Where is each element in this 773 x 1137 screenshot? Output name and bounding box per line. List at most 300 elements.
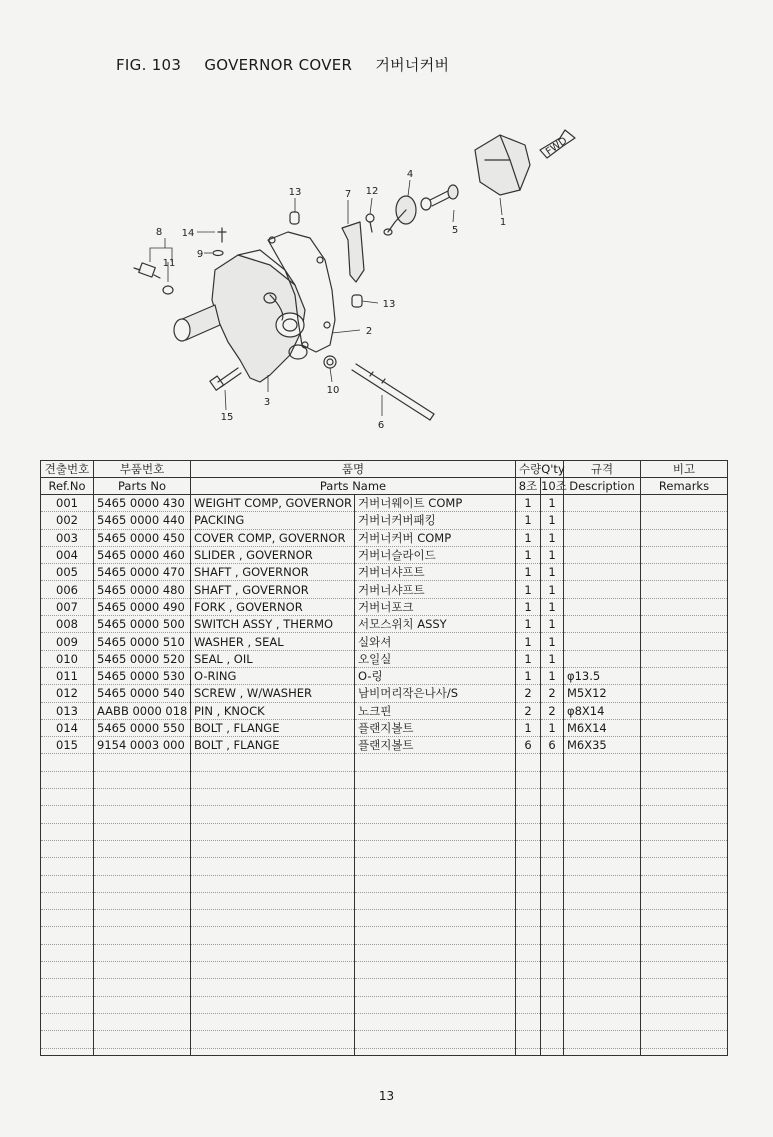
cell-spec [564,858,641,875]
cell-qty-10: 1 [541,719,564,736]
table-row [41,996,728,1013]
callout-5: 5 [451,225,459,236]
cell-ref-no [41,823,94,840]
cell-qty-8 [516,892,541,909]
cell-parts-no [94,840,191,857]
cell-parts-no: 5465 0000 530 [94,667,191,684]
table-row [41,633,728,650]
cell-name-ko: 거버너웨이트 COMP [355,495,516,512]
table-row [41,944,728,961]
cell-name-en: SHAFT , GOVERNOR [191,581,355,598]
cell-qty-8: 1 [516,650,541,667]
cell-name-ko: 오일실 [355,650,516,667]
header-parts-no-ko: 부품번호 [94,461,191,478]
cell-ref-no: 010 [41,650,94,667]
cell-name-en [191,771,355,788]
cell-name-en [191,789,355,806]
cell-spec: M5X12 [564,685,641,702]
cell-remarks [641,598,728,615]
cell-name-ko [355,944,516,961]
cell-ref-no [41,789,94,806]
cell-spec [564,979,641,996]
callout-7: 7 [344,189,352,200]
cell-remarks [641,564,728,581]
cell-qty-10: 2 [541,685,564,702]
cell-remarks [641,667,728,684]
cell-parts-no: 5465 0000 550 [94,719,191,736]
cell-remarks [641,806,728,823]
cell-remarks [641,875,728,892]
cell-remarks [641,512,728,529]
cell-parts-no: 5465 0000 540 [94,685,191,702]
cell-qty-10 [541,754,564,771]
cell-spec [564,546,641,563]
cell-remarks [641,771,728,788]
cell-parts-no: 5465 0000 500 [94,616,191,633]
cell-name-ko [355,840,516,857]
header-row-ko [41,461,728,478]
cell-remarks [641,962,728,979]
cell-remarks [641,1013,728,1030]
cell-ref-no: 005 [41,564,94,581]
cell-remarks [641,737,728,754]
weight-comp [475,135,530,195]
cell-qty-8: 1 [516,564,541,581]
cell-name-ko [355,979,516,996]
header-qty-10: 10조 [541,479,567,493]
cell-qty-10 [541,823,564,840]
cell-remarks [641,910,728,927]
cell-qty-10 [541,962,564,979]
cell-spec [564,806,641,823]
table-row [41,616,728,633]
callout-11: 11 [162,258,176,269]
cell-ref-no [41,979,94,996]
cell-ref-no [41,944,94,961]
cell-qty-10 [541,1031,564,1048]
cell-empty [564,1048,641,1056]
table-row [41,962,728,979]
cell-name-en: O-RING [191,667,355,684]
table-row [41,858,728,875]
cell-parts-no: 5465 0000 490 [94,598,191,615]
cell-name-en [191,806,355,823]
cell-spec [564,892,641,909]
table-row [41,979,728,996]
cell-parts-no [94,1031,191,1048]
callout-13a: 13 [288,187,302,198]
cell-spec [564,962,641,979]
governor-shaft [421,185,458,210]
cell-ref-no [41,771,94,788]
cell-remarks [641,840,728,857]
cell-ref-no: 011 [41,667,94,684]
cell-qty-10 [541,840,564,857]
header-row-en [41,478,728,495]
cell-qty-10: 1 [541,633,564,650]
cell-name-en [191,996,355,1013]
header-spec-en: Description [564,478,641,495]
cell-name-en: SCREW , W/WASHER [191,685,355,702]
cell-name-en [191,875,355,892]
cell-parts-no [94,927,191,944]
cell-remarks [641,616,728,633]
cell-empty [41,1048,94,1056]
table-row [41,754,728,771]
cell-ref-no [41,892,94,909]
table-row [41,685,728,702]
cell-parts-no: 5465 0000 450 [94,529,191,546]
cell-name-ko: 플랜지볼트 [355,737,516,754]
cell-name-en: SWITCH ASSY , THERMO [191,616,355,633]
table-row [41,910,728,927]
cell-parts-no [94,979,191,996]
thermo-switch [134,263,160,278]
cell-name-ko [355,927,516,944]
cell-empty [541,1048,564,1056]
table-row [41,702,728,719]
callout-14: 14 [181,228,195,239]
table-row [41,495,728,512]
cell-name-ko: 거버너슬라이드 [355,546,516,563]
cell-parts-no: 9154 0003 000 [94,737,191,754]
callout-6: 6 [377,420,385,431]
governor-cover-body [174,250,307,382]
cell-parts-no: 5465 0000 470 [94,564,191,581]
cell-ref-no: 004 [41,546,94,563]
cell-name-en: COVER COMP, GOVERNOR [191,529,355,546]
cell-qty-8 [516,1031,541,1048]
cell-empty [355,1048,516,1056]
cell-qty-8: 2 [516,702,541,719]
page-number: 13 [378,1089,395,1103]
table-row [41,546,728,563]
cell-remarks [641,529,728,546]
cell-qty-8: 1 [516,581,541,598]
seal-washer [213,251,223,256]
table-row [41,875,728,892]
cell-remarks [641,823,728,840]
cell-spec [564,529,641,546]
cell-name-ko [355,962,516,979]
callout-1: 1 [499,217,507,228]
cell-ref-no: 006 [41,581,94,598]
cell-name-ko [355,806,516,823]
cell-spec [564,944,641,961]
cell-ref-no: 015 [41,737,94,754]
cell-ref-no [41,840,94,857]
table-row [41,512,728,529]
bolt-small [218,228,226,242]
cell-qty-8 [516,944,541,961]
cell-remarks [641,979,728,996]
cell-qty-10: 1 [541,495,564,512]
cell-qty-8 [516,806,541,823]
cell-qty-8: 1 [516,512,541,529]
knock-pin-lower [352,295,362,307]
cell-ref-no: 013 [41,702,94,719]
callout-12: 12 [365,186,379,197]
table-row [41,771,728,788]
figure-name-en: GOVERNOR COVER [204,56,353,74]
cell-qty-8: 1 [516,546,541,563]
cell-remarks [641,546,728,563]
cell-name-ko [355,892,516,909]
cell-name-en: SHAFT , GOVERNOR [191,564,355,581]
cell-qty-10 [541,979,564,996]
cell-ref-no: 007 [41,598,94,615]
cell-qty-8: 1 [516,667,541,684]
cell-spec [564,754,641,771]
cell-name-ko: 남비머리작은나사/S [355,685,516,702]
table-row [41,789,728,806]
cell-spec [564,875,641,892]
cell-spec [564,771,641,788]
cell-name-en: PACKING [191,512,355,529]
oil-seal [324,356,336,368]
cell-qty-10 [541,771,564,788]
cell-qty-8 [516,979,541,996]
cell-parts-no: 5465 0000 430 [94,495,191,512]
table-row [41,806,728,823]
header-ref-en: Ref.No [41,478,94,495]
o-ring [163,286,173,294]
cell-qty-10: 2 [541,702,564,719]
cell-remarks [641,944,728,961]
cell-parts-no [94,806,191,823]
cell-name-ko: 거버너커버 COMP [355,529,516,546]
table-row [41,840,728,857]
exploded-parts-diagram [120,120,600,440]
cell-qty-8 [516,910,541,927]
header-parts-no-en: Parts No [94,478,191,495]
cell-ref-no [41,927,94,944]
cell-name-ko: 거버너커버패킹 [355,512,516,529]
cell-qty-8: 1 [516,598,541,615]
header-remarks-ko: 비고 [641,461,728,478]
figure-title [116,54,467,75]
cell-name-en [191,979,355,996]
cell-remarks [641,996,728,1013]
cell-spec [564,512,641,529]
cell-empty [191,1048,355,1056]
callout-13b: 13 [382,299,396,310]
callout-9: 9 [196,249,204,260]
cell-name-ko: 거버너샤프트 [355,564,516,581]
cell-remarks [641,685,728,702]
cell-qty-8 [516,823,541,840]
callout-4: 4 [406,169,414,180]
cell-qty-8 [516,1013,541,1030]
cell-qty-10: 1 [541,546,564,563]
cell-ref-no [41,875,94,892]
cell-qty-10: 1 [541,650,564,667]
table-row [41,581,728,598]
cell-name-ko: 실와셔 [355,633,516,650]
cell-parts-no: AABB 0000 018 [94,702,191,719]
cell-name-ko: 서모스위치 ASSY [355,616,516,633]
cell-qty-8 [516,996,541,1013]
cell-qty-8: 1 [516,633,541,650]
header-remarks-en: Remarks [641,478,728,495]
cell-name-en: SEAL , OIL [191,650,355,667]
cell-qty-8: 1 [516,495,541,512]
cell-remarks [641,719,728,736]
cell-name-en: WASHER , SEAL [191,633,355,650]
table-row [41,564,728,581]
cell-remarks [641,581,728,598]
cell-name-ko [355,996,516,1013]
callout-2: 2 [365,326,373,337]
cell-parts-no: 5465 0000 440 [94,512,191,529]
cell-parts-no [94,754,191,771]
cell-spec: M6X35 [564,737,641,754]
cell-spec [564,633,641,650]
cell-ref-no [41,754,94,771]
cell-qty-10: 1 [541,598,564,615]
table-row [41,1013,728,1030]
table-row [41,1031,728,1048]
cell-qty-10 [541,789,564,806]
cell-parts-no [94,858,191,875]
table-row [41,667,728,684]
cell-qty-8 [516,875,541,892]
cell-spec: M6X14 [564,719,641,736]
cell-remarks [641,702,728,719]
cell-name-ko [355,875,516,892]
header-qty-8: 8조 [516,478,541,495]
cell-spec [564,910,641,927]
cell-qty-8 [516,754,541,771]
cell-qty-10: 1 [541,564,564,581]
header-qty: 수량Q'ty [516,461,564,478]
cell-remarks [641,858,728,875]
governor-slider [384,196,416,235]
cell-spec [564,840,641,857]
cell-spec: φ8X14 [564,702,641,719]
table-row [41,598,728,615]
cell-name-ko: 플랜지볼트 [355,719,516,736]
cell-parts-no [94,789,191,806]
cell-spec: φ13.5 [564,667,641,684]
cell-qty-10 [541,858,564,875]
cell-name-ko: 거버너샤프트 [355,581,516,598]
cell-qty-8: 1 [516,719,541,736]
governor-shaft-long [352,364,434,420]
cell-parts-no [94,823,191,840]
header-parts-name-ko: 품명 [191,461,516,478]
header-parts-name-en: Parts Name [191,478,516,495]
cell-qty-10 [541,875,564,892]
figure-number: FIG. 103 [116,56,182,74]
cell-name-ko [355,858,516,875]
cell-spec [564,495,641,512]
cell-name-en [191,823,355,840]
cell-qty-10: 1 [541,581,564,598]
table-row [41,719,728,736]
cell-qty-10: 1 [541,667,564,684]
cell-name-ko: O-링 [355,667,516,684]
cell-name-en [191,910,355,927]
callout-8: 8 [155,227,163,238]
cell-spec [564,1013,641,1030]
cell-qty-8: 2 [516,685,541,702]
cell-name-en [191,840,355,857]
cell-qty-10 [541,944,564,961]
cell-qty-8 [516,858,541,875]
cell-name-en [191,858,355,875]
cell-spec [564,564,641,581]
cell-ref-no [41,996,94,1013]
cell-remarks [641,754,728,771]
screw-washer [366,214,374,232]
cell-name-en [191,1013,355,1030]
cell-name-en: BOLT , FLANGE [191,719,355,736]
cell-spec [564,598,641,615]
cell-remarks [641,789,728,806]
cell-name-en [191,754,355,771]
cell-spec [564,927,641,944]
cell-parts-no [94,771,191,788]
cell-name-en [191,892,355,909]
cell-parts-no: 5465 0000 480 [94,581,191,598]
cell-name-en [191,944,355,961]
cell-remarks [641,495,728,512]
knock-pin-upper [290,212,299,224]
cell-name-ko [355,1013,516,1030]
cell-parts-no [94,875,191,892]
cell-ref-no: 001 [41,495,94,512]
cell-name-ko [355,1031,516,1048]
cell-qty-10 [541,996,564,1013]
cell-ref-no: 002 [41,512,94,529]
cell-parts-no [94,996,191,1013]
cell-qty-10 [541,892,564,909]
cell-ref-no: 009 [41,633,94,650]
cell-qty-10 [541,806,564,823]
cell-empty [516,1048,541,1056]
cell-parts-no: 5465 0000 520 [94,650,191,667]
cell-spec [564,789,641,806]
cell-parts-no [94,910,191,927]
cell-name-ko [355,754,516,771]
cell-qty-8 [516,789,541,806]
table-row [41,737,728,754]
cell-ref-no [41,806,94,823]
cell-spec [564,581,641,598]
cell-name-en [191,1031,355,1048]
cell-qty-10: 1 [541,616,564,633]
header-ref-ko: 견출번호 [41,461,94,478]
cell-spec [564,996,641,1013]
cell-qty-10 [541,1013,564,1030]
cell-ref-no [41,962,94,979]
cell-ref-no [41,1031,94,1048]
cell-qty-10 [541,927,564,944]
cell-ref-no [41,858,94,875]
parts-table [40,460,728,1056]
fwd-label: FWD [543,135,570,158]
cell-ref-no [41,910,94,927]
cell-parts-no [94,892,191,909]
cell-name-en [191,927,355,944]
cell-parts-no [94,1013,191,1030]
cell-name-en [191,962,355,979]
cell-parts-no [94,944,191,961]
cell-qty-10 [541,910,564,927]
cell-name-ko [355,823,516,840]
cell-remarks [641,633,728,650]
